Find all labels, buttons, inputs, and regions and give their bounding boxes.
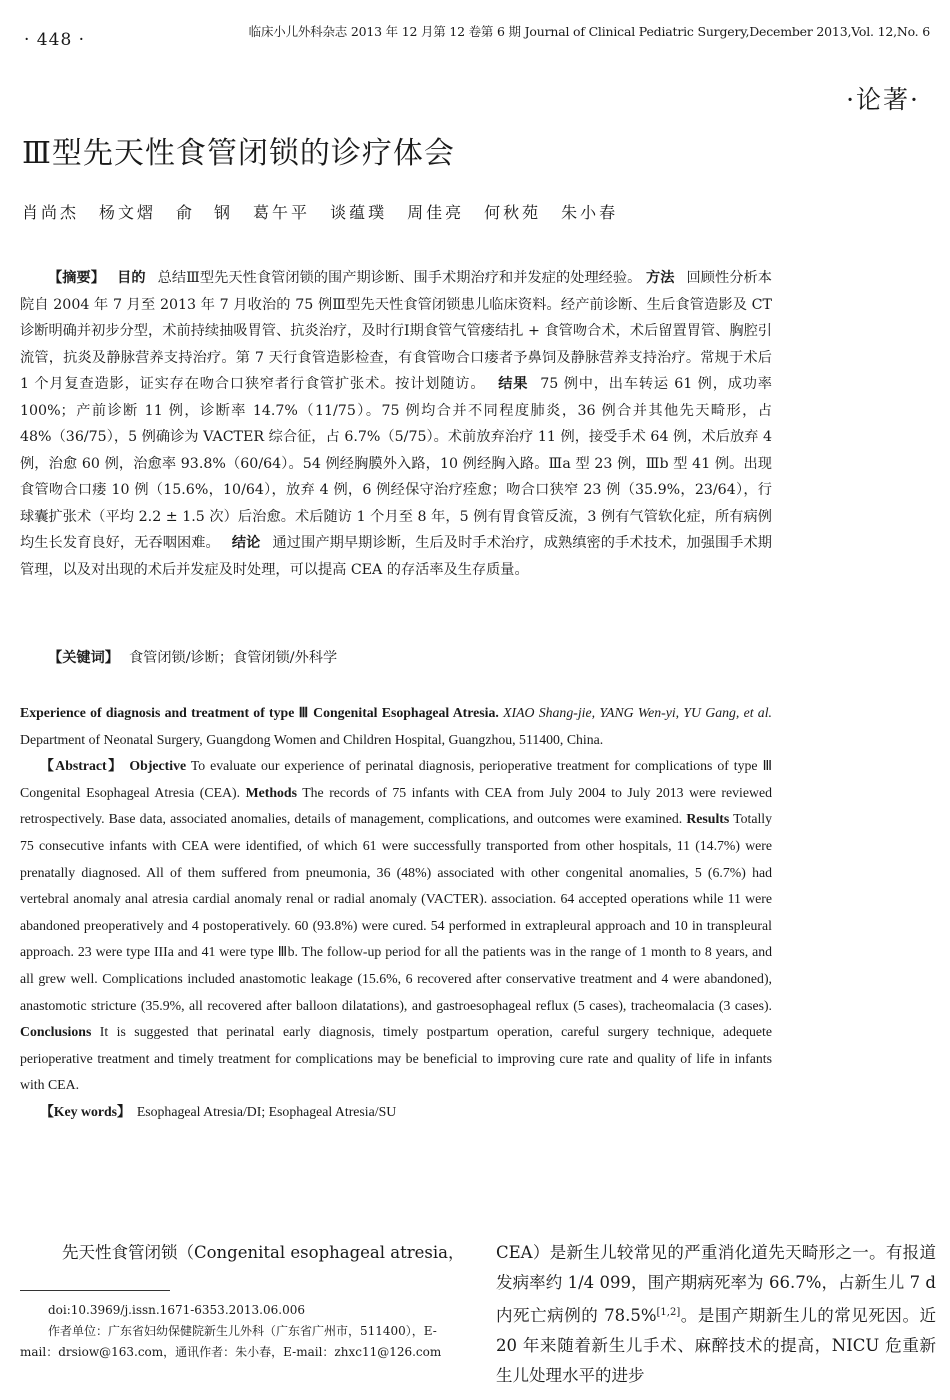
english-authors: XIAO Shang-jie, YANG Wen-yi, YU Gang, et al. <box>503 705 772 720</box>
footnote-divider <box>20 1290 170 1291</box>
running-head: 临床小儿外科杂志 2013 年 12 月第 12 卷第 6 期 Journal of Clinical Pediatric Surgery,December 2013,Vol. 12,No. 6 <box>248 24 930 39</box>
article-title: Ⅲ型先天性食管闭锁的诊疗体会 <box>22 136 455 171</box>
body-left-column: 先天性食管闭锁（Congenital esophageal atresia， <box>62 1243 465 1262</box>
page-number: · 448 · <box>24 30 86 50</box>
author-name: 朱小春 <box>561 203 619 222</box>
english-conclusions: It is suggested that perinatal early diagnosis, timely postpartum operation, careful surgery technique, adequete perioperative treatment and timely treatment for complications may be beneficial to improving cure rate and quality of life in infants with CEA. <box>20 1024 773 1093</box>
conclusion-text: 通过围产期早期诊断，生后及时手术治疗，成熟缜密的手术技术，加强围手术期管理，以及对出现的术后并发症及时处理，可以提高 CEA 的存活率及生存质量。 <box>20 535 772 578</box>
english-results-label: Results <box>686 811 730 827</box>
english-abstract <box>20 753 772 1099</box>
footnote-author-unit: 作者单位：广东省妇幼保健院新生儿外科（广东省广州市，511400），E-mail：drsiow@163.com，通讯作者：朱小春，E-mail：zhxc11@126.com <box>20 1324 442 1359</box>
english-methods: The records of 75 infants with CEA from July 2004 to July 2013 were reviewed retrospectively. Base data, associated anomalies, details of management, complications, and outcomes were examined. <box>20 784 772 827</box>
keywords-label: 【关键词】 <box>48 650 119 666</box>
english-keywords-label: 【Key words】 <box>40 1103 131 1119</box>
english-keywords-text: Esophageal Atresia/DI; Esophageal Atresia/SU <box>136 1103 397 1119</box>
body-right-column <box>496 1238 936 1391</box>
english-conclusions-label: Conclusions <box>20 1024 92 1040</box>
reference-marker[interactable]: [1,2] <box>656 1307 681 1318</box>
body-text: 。是围产期新生儿的常见死因。近 20 年来随着新生儿手术、麻醉技术的提高，NICU 危重新生儿处理水平的进步 <box>496 1306 936 1385</box>
objective-label: 目的 <box>117 270 146 286</box>
keywords-text: 食管闭锁/诊断；食管闭锁/外科学 <box>128 650 338 666</box>
author-name: 杨文熠 <box>99 203 157 222</box>
english-methods-label: Methods <box>245 784 297 800</box>
methods-label: 方法 <box>646 270 675 286</box>
english-citation <box>20 700 772 753</box>
chinese-abstract <box>20 265 772 583</box>
english-affiliation: Department of Neonatal Surgery, Guangdong Women and Children Hospital, Guangzhou, 511400, China. <box>20 731 604 747</box>
english-abstract-block <box>20 700 772 1126</box>
objective-text: 总结Ⅲ型先天性食管闭锁的围产期诊断、围手术期治疗和并发症的处理经验。 <box>157 270 642 286</box>
methods-text: 回顾性分析本院自 2004 年 7 月至 2013 年 7 月收治的 75 例Ⅲ型先天性食管闭锁患儿临床资料。经产前诊断、生后食管造影及 CT 诊断明确并初步分型，术前持续抽吸胃管、抗炎治疗，及时行Ⅰ期食管气管瘘结扎 + 食管吻合术，术后留置胃管、胸腔引流管，抗炎及静脉营养支持治疗。第 7 天行食管造影检查，有食管吻合口瘘者予鼻饲及静脉营养支持治疗。常规于术后 1 个月复查造影，证实存在吻合口狭窄者行食管扩张术。按计划随访。 <box>20 270 772 392</box>
section-label: ·论著· <box>846 85 920 114</box>
chinese-keywords <box>20 646 772 670</box>
conclusion-label: 结论 <box>231 535 261 551</box>
body-text: CEA）是新生儿较常见的严重消化道先天畸形之一。有报道发病率约 1/4 099，围产期病死率为 66.7%，占新生儿 7 d 内死亡病例的 78.5% <box>496 1243 936 1325</box>
footnote-doi: doi:10.3969/j.issn.1671-6353.2013.06.006 <box>48 1303 305 1317</box>
author-list <box>22 200 618 223</box>
author-name: 何秋苑 <box>484 203 542 222</box>
english-objective: To evaluate our experience of perinatal diagnosis, perioperative treatment for complications of type Ⅲ Congenital Esophageal Atresia (CEA). <box>20 758 772 800</box>
author-name: 肖尚杰 <box>22 203 80 222</box>
results-text: 75 例中，出车转运 61 例，成功率 100%；产前诊断 11 例，诊断率 14.7%（11/75）。75 例均合并不同程度肺炎，36 例合并其他先天畸形，占 48%（36/75），5 例确诊为 VACTER 综合征，占 6.7%（5/75）。术前放弃治疗 11 例，接受手术 64 例，术后放弃 4 例，治愈 60 例，治愈率 93.8%（60/64）。54 例经胸膜外入路，10 例经胸入路。Ⅲa 型 23 例，Ⅲb 型 41 例。出现食管吻合口瘘 10 例（15.6%，10/64），放弃 4 例，6 例经保守治疗痊愈；吻合口狭窄 23 例（35.9%，23/64），行球囊扩张术（平均 2.2 ± 1.5 次）后治愈。术后随访 1 个月至 8 年，5 例有胃食管反流，3 例有气管软化症，所有病例均生长发育良好，无吞咽困难。 <box>20 376 772 551</box>
english-objective-label: Objective <box>129 758 187 774</box>
author-name: 俞 钢 <box>176 203 234 222</box>
english-keywords <box>20 1099 772 1126</box>
english-results: Totally 75 consecutive infants with CEA were identified, of which 61 were successfully transported from other hospitals, 11 (14.7%) were prenatally diagnosed. All of them suffered from pneumonia, 36 (48%) associated with other congenital anomalies, 5 (6.7%) had vertebral anomaly anal atresia cardial anomaly renal or radial anomaly (VACTER). association. 64 accepted operations while 11 were abandoned preoperatively and 4 postoperatively. 60 (93.8%) were cured. 54 performed in extrapleural approach and 10 in transpleural approach. 23 were type IIIa and 41 were type Ⅲb. The follow-up period for all the patients was in the range of 1 month to 8 years, and all grew well. Complications included anastomotic leakage (15.6%, 6 recovered after conservative treatment and 4 were abandoned), anastomotic stricture (35.9%, all recovered after balloon dilatations), and gastroesophageal reflux (5 cases), tracheomalacia (3 cases). <box>20 811 773 1013</box>
english-title: Experience of diagnosis and treatment of type Ⅲ Congenital Esophageal Atresia. <box>20 705 499 720</box>
footnote <box>20 1300 470 1363</box>
author-name: 周佳亮 <box>407 203 465 222</box>
results-label: 结果 <box>497 376 529 392</box>
abstract-label: 【摘要】 <box>48 270 106 286</box>
author-name: 葛午平 <box>253 203 311 222</box>
english-abstract-label: 【Abstract】 <box>40 758 124 774</box>
author-name: 谈蕴璞 <box>330 203 388 222</box>
